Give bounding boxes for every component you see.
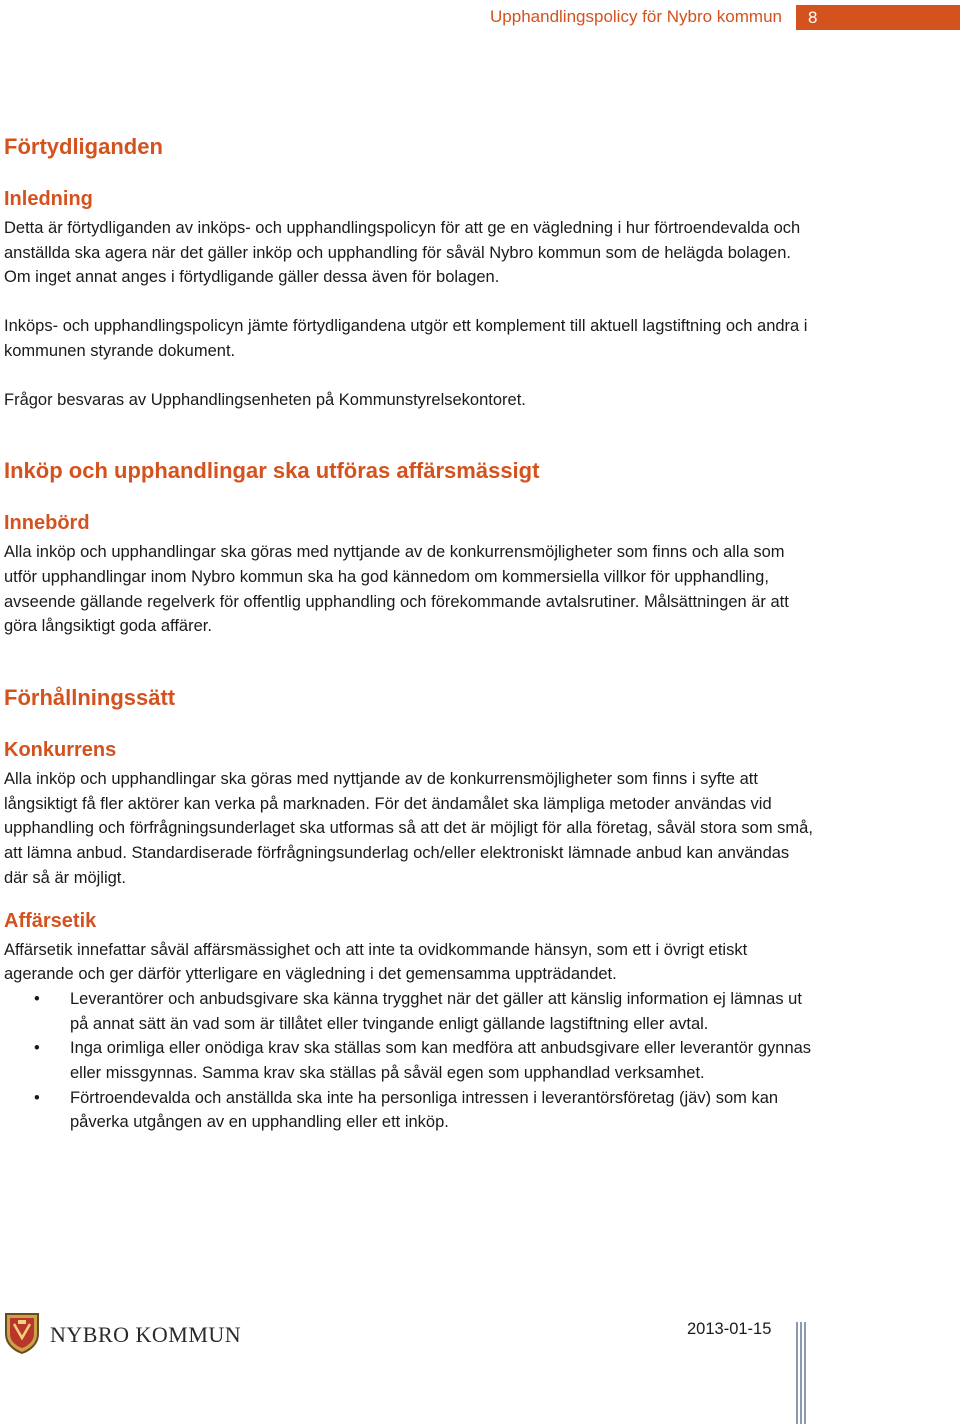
- paragraph-inledning-1: Detta är förtydliganden av inköps- och upphandlingspolicyn för att ge en vägledning i hur förtroendevalda och anställda ska agera när det gäller inköp och upphandling för såväl Nybro kommun som de helägda bolagen. Om inget annat anges i förtydligande gäller dessa även för bolagen.: [4, 219, 801, 287]
- document-title: Upphandlingspolicy för Nybro kommun: [490, 7, 782, 26]
- heading-fortydliganden: Förtydliganden: [4, 134, 163, 159]
- page-header: [0, 0, 960, 36]
- logo-text: NYBRO KOMMUN: [50, 1322, 242, 1347]
- affarsetik-bullet-list: [4, 987, 814, 1135]
- list-item: • Inga orimliga eller onödiga krav ska ställas som kan medföra att anbudsgivare eller leverantör gynnas eller missgynnas. Samma krav ska ställas på såväl egen som upphandlad verksamhet.: [4, 1036, 814, 1085]
- subheading-inledning: Inledning: [4, 188, 93, 210]
- bullet-icon: •: [34, 1039, 40, 1058]
- paragraph-affarsetik: Affärsetik innefattar såväl affärsmässighet och att inte ta ovidkommande hänsyn, som ett i övrigt etiskt agerande och ger därför ytterligare en vägledning i det gemensamma uppträdandet.: [4, 940, 748, 984]
- paragraph-innebord: Alla inköp och upphandlingar ska göras med nyttjande av de konkurrensmöjligheter som finns och alla som utför upphandlingar inom Nybro kommun ska ha god kännedom om kommersiella villkor för upphandling, avseende gällande regelverk för offentlig upphandling och förekommande avtalsrutiner. Målsättningen är att göra långsiktigt goda affärer.: [4, 543, 789, 636]
- page-number: 8: [796, 5, 960, 30]
- subheading-konkurrens: Konkurrens: [4, 739, 117, 762]
- list-item: • Leverantörer och anbudsgivare ska känna trygghet när det gäller att känslig information ej lämnas ut på annat sätt än vad som är tillåtet eller tvingande enligt gällande lagstiftning eller avtal.: [4, 987, 814, 1036]
- bullet-icon: •: [34, 1088, 40, 1107]
- decorative-lines: [796, 1322, 808, 1424]
- subheading-affarsetik: Affärsetik: [4, 909, 97, 932]
- bullet-icon: •: [34, 989, 40, 1008]
- list-item: • Förtroendevalda och anställda ska inte ha personliga intressen i leverantörsföretag (jäv) som kan påverka utgången av en upphandling eller ett inköp.: [4, 1086, 814, 1135]
- nybro-kommun-logo: [4, 1312, 244, 1356]
- document-date: 2013-01-15: [687, 1320, 772, 1338]
- document-body: [4, 132, 814, 1135]
- heading-affarsmassigt: Inköp och upphandlingar ska utföras affärsmässigt: [4, 458, 540, 484]
- paragraph-konkurrens: Alla inköp och upphandlingar ska göras med nyttjande av de konkurrensmöjligheter som finns i syfte att långsiktigt få fler aktörer kan verka på marknaden. För det ändamålet ska lämpliga metoder användas vid upphandling och förfrågningsunderlaget ska utformas så att det är möjligt för alla företag, såväl stora som små, att lämna anbud. Standardiserade förfrågningsunderlag och/eller elektroniskt lämnade anbud kan användas där så är möjligt.: [4, 770, 813, 887]
- subheading-innebord: Innebörd: [4, 512, 90, 535]
- heading-forhallningssatt: Förhållningssätt: [4, 685, 176, 711]
- paragraph-inledning-2: Inköps- och upphandlingspolicyn jämte förtydligandena utgör ett komplement till aktuell lagstiftning och andra i kommunen styrande dokument.: [4, 317, 808, 360]
- coat-of-arms-icon: [4, 1312, 40, 1354]
- paragraph-inledning-3: Frågor besvaras av Upphandlingsenheten på Kommunstyrelsekontoret.: [4, 390, 526, 409]
